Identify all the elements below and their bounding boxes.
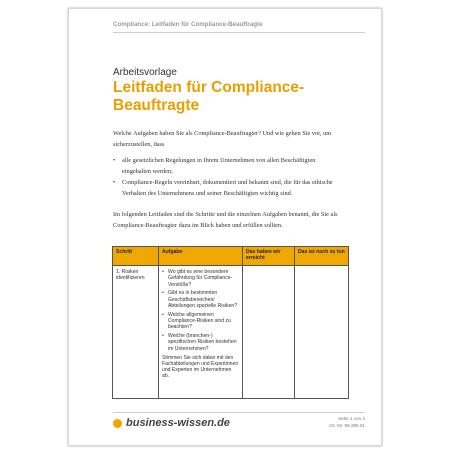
column-header-step: Schritt	[113, 247, 159, 266]
document-title: Leitfaden für Compliance-Beauftragte	[113, 79, 305, 114]
logo-dot-icon	[113, 419, 122, 428]
bullet-icon: •	[162, 269, 164, 275]
page-info	[329, 416, 365, 429]
table-header-row	[113, 247, 349, 266]
document-page	[68, 8, 382, 446]
task-cell	[159, 266, 243, 399]
list-item: • alle gesetzlichen Regelungen in Ihrem Unternehmen von allen Beschäftigten eingehalten werden;	[113, 157, 316, 175]
guide-paragraph: Im folgenden Leitfaden sind die Schritte und die einzelnen Aufgaben benannt, die Sie als Compliance-Beauftragter dazu im Blick haben und erfüllen sollten.	[113, 211, 338, 229]
footer-divider	[113, 412, 365, 413]
list-item: • Welche allgemeinen Compliance-Risiken sind zu beachten?	[162, 311, 231, 331]
list-item: • Welche (branchen-) spezifischen Risiken bestehen im Unternehmen?	[162, 333, 237, 352]
document-kicker: Arbeitsvorlage	[113, 67, 177, 78]
table-row	[113, 266, 349, 399]
bullet-icon: •	[113, 179, 116, 186]
todo-cell[interactable]	[295, 266, 349, 399]
bullet-icon: •	[162, 333, 164, 340]
intro-paragraph: Welche Aufgaben haben Sie als Compliance-Beauftragter? Und wie gehen Sie vor, um sicherzustellen, dass	[113, 130, 332, 148]
running-header: Compliance: Leitfaden für Compliance-Beauftragte	[113, 21, 263, 28]
list-item: • Compliance-Regeln vereinbart, dokumentiert und bekannt sind, die für das ethische Verhalten des Unternehmens und seiner Beschäftigten wichtig sind.	[113, 179, 333, 197]
list-item: • Wo gibt es eine besondere Gefährdung für Compliance-Verstöße?	[162, 269, 233, 288]
header-divider	[113, 32, 365, 33]
list-item: • Gibt es in bestimmten Geschäftsbereichen/ Abteilungen spezielle Risiken?	[162, 290, 238, 309]
logo-text: business-wissen.de	[126, 417, 230, 429]
question-list	[162, 269, 239, 352]
step-cell: 1. Risiken identifizieren	[113, 266, 159, 399]
bullet-icon: •	[113, 157, 116, 164]
brand-logo	[113, 417, 230, 429]
bullet-icon: •	[162, 290, 164, 297]
column-header-todo: Das ist noch zu tun	[295, 247, 349, 266]
column-header-task: Aufgabe	[159, 247, 243, 266]
page-number: Seite 1 von 4	[338, 416, 365, 421]
achieved-cell[interactable]	[243, 266, 295, 399]
bullet-icon: •	[162, 311, 164, 318]
article-number: Art.-Nr. 99.280.01	[328, 422, 365, 428]
column-header-achieved: Das haben wir erreicht	[243, 247, 295, 266]
task-table	[112, 246, 349, 399]
bullet-list	[113, 156, 335, 200]
task-note: Stimmen Sie sich dabei mit den Fachabteilungen und Expertinnen und Experten im Unternehmen ab.	[162, 354, 239, 380]
